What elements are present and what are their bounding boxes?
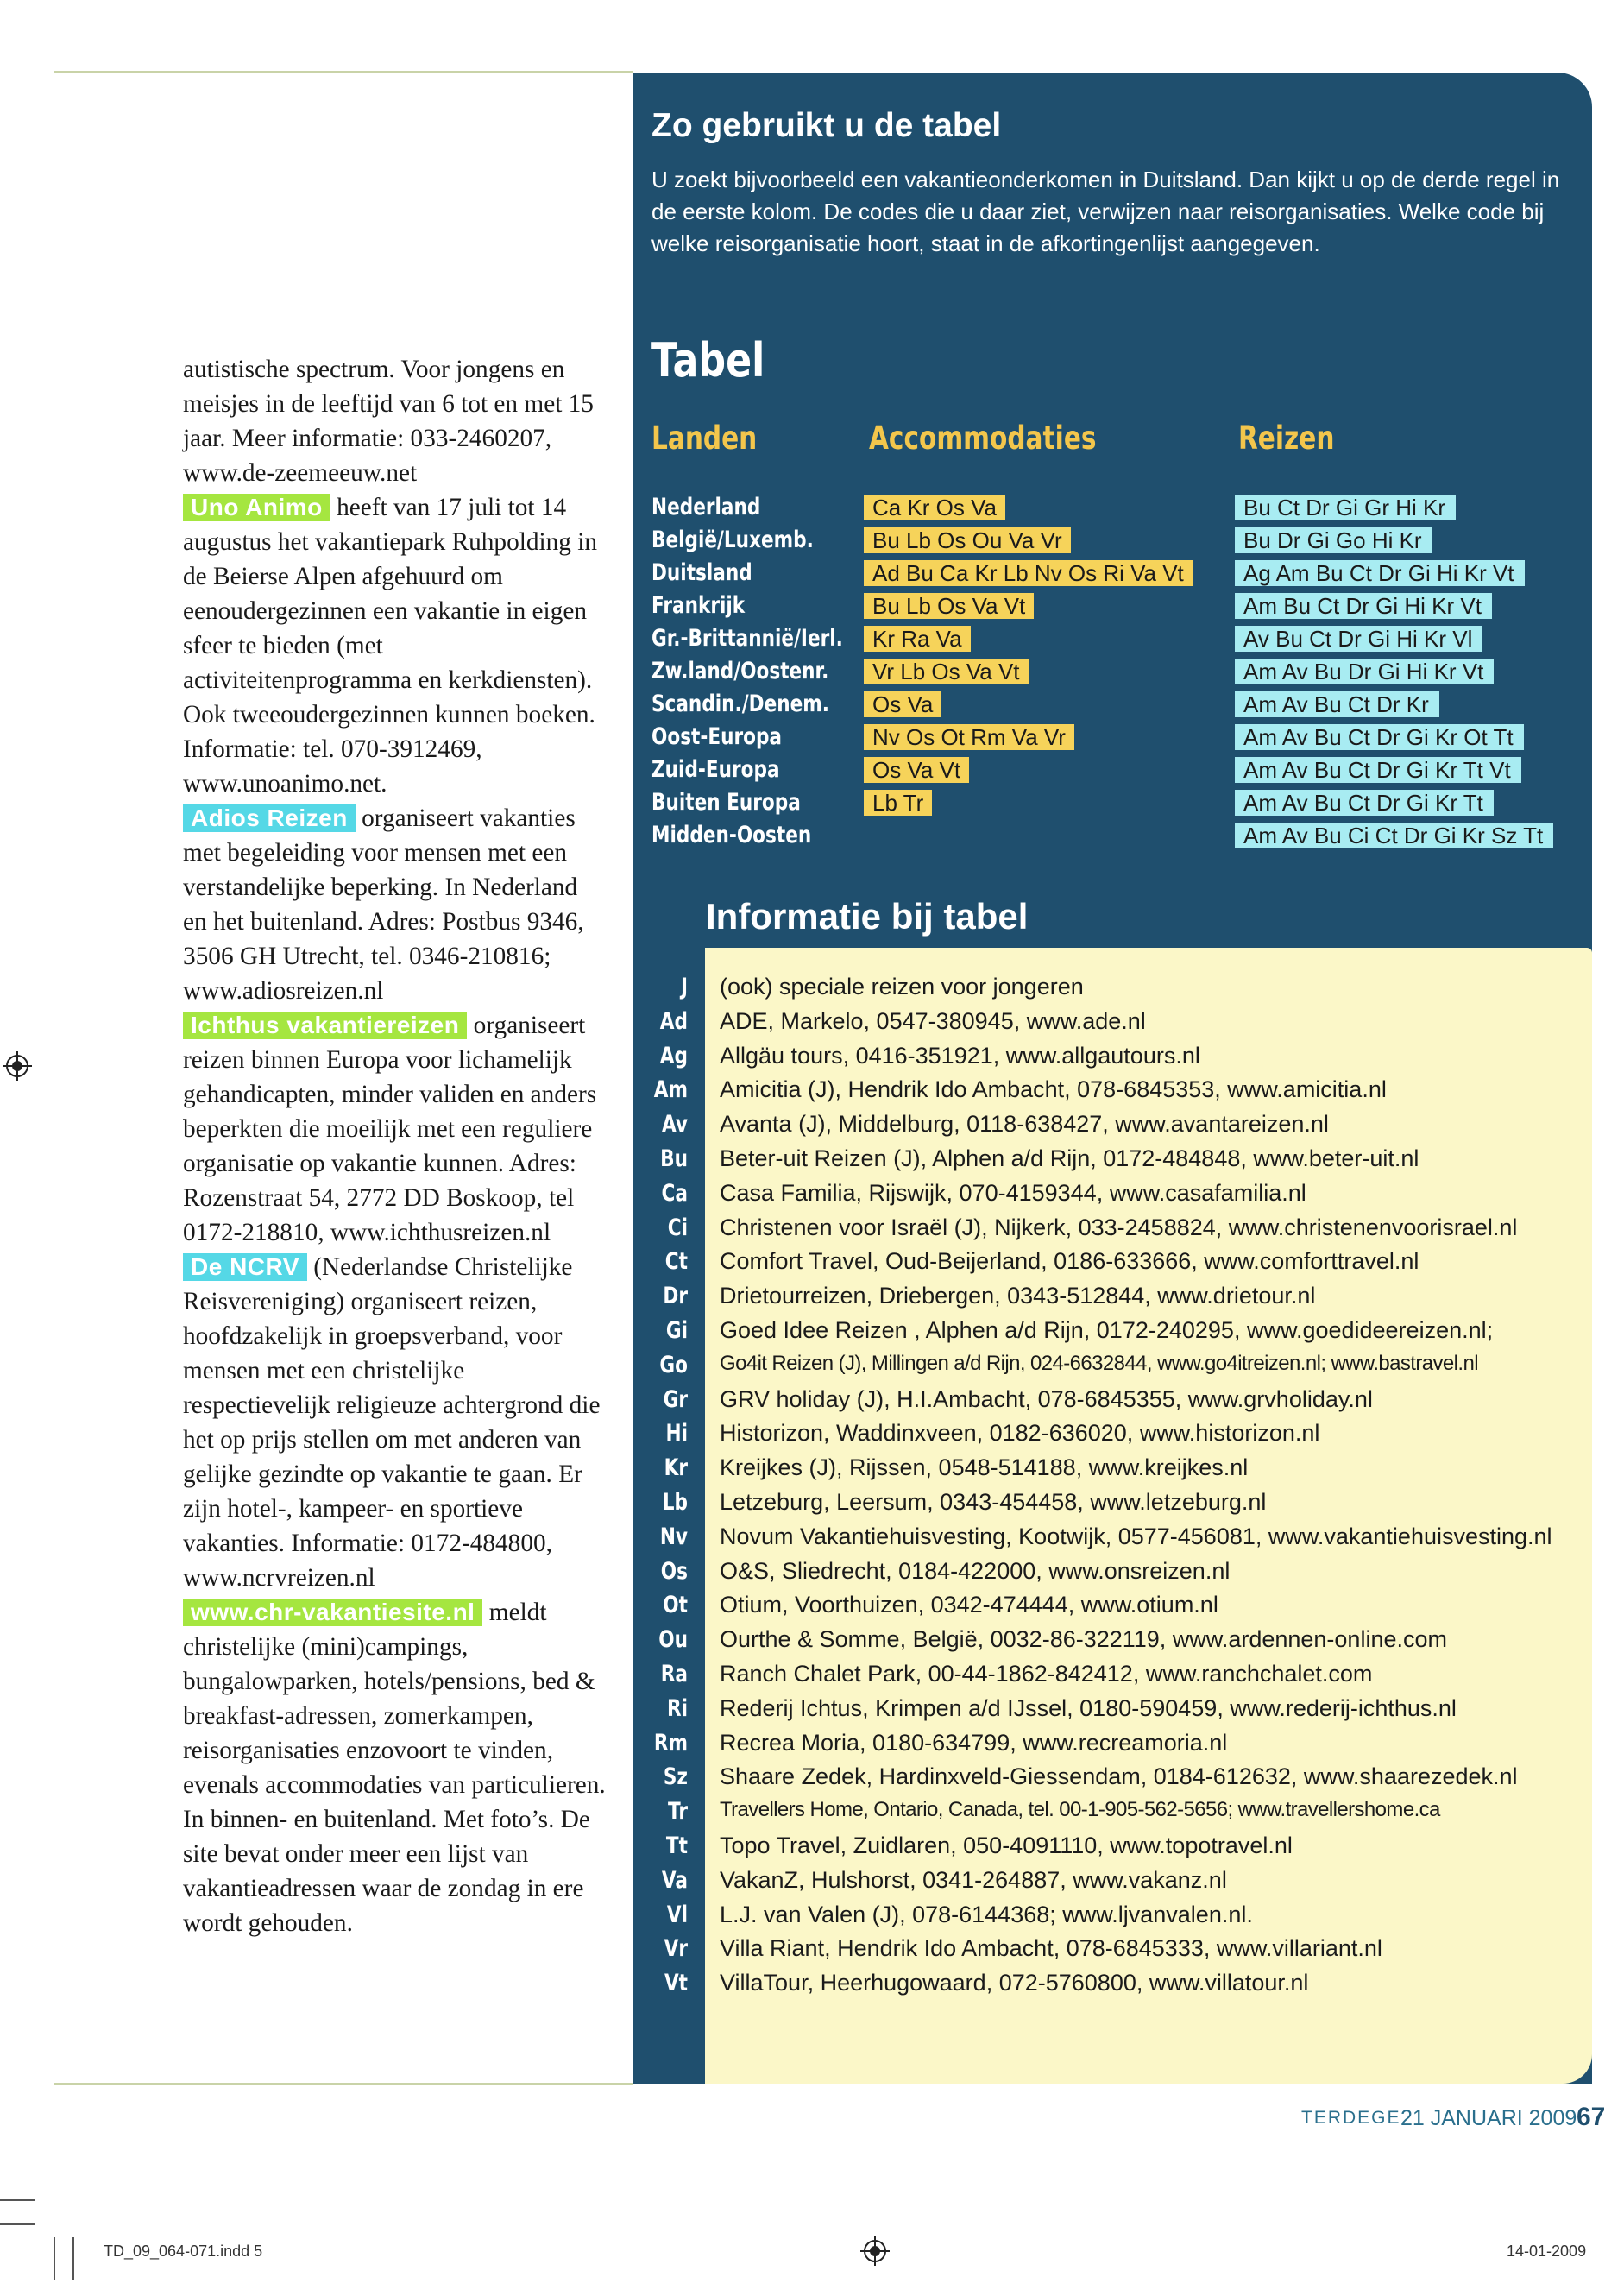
article-uno-animo xyxy=(183,490,606,801)
registration-mark-icon xyxy=(860,2236,890,2266)
table-row xyxy=(651,689,1592,722)
abbreviation-list xyxy=(633,974,1592,2004)
list-item xyxy=(633,1248,1592,1283)
list-item xyxy=(633,1661,1592,1695)
abbr-code: Nv xyxy=(659,1523,688,1550)
org-name-chr-vakantiesite: www.chr-vakantiesite.nl xyxy=(183,1599,482,1626)
table-row xyxy=(651,754,1592,787)
abbr-code: Vt xyxy=(664,1970,688,1997)
table-row xyxy=(651,820,1592,853)
list-item xyxy=(633,1214,1592,1249)
abbr-code: J xyxy=(680,974,688,1000)
abbr-desc: Shaare Zedek, Hardinxveld-Giessendam, 0184-612632, www.shaarezedek.nl xyxy=(720,1763,1518,1790)
list-item xyxy=(633,1695,1592,1730)
article-ichthus xyxy=(183,1008,606,1250)
tabel-title: Tabel xyxy=(651,333,765,388)
abbr-desc: Topo Travel, Zuidlaren, 050-4091110, www.topotravel.nl xyxy=(720,1832,1293,1858)
abbr-desc: Comfort Travel, Oud-Beijerland, 0186-633666, www.comforttravel.nl xyxy=(720,1248,1419,1275)
abbr-code: Sz xyxy=(663,1763,688,1791)
reizen-cell: Am Av Bu Ct Dr Kr xyxy=(1235,691,1439,717)
abbr-desc: Letzeburg, Leersum, 0343-454458, www.letzeburg.nl xyxy=(720,1488,1267,1515)
org-name-ichthus: Ichthus vakantiereizen xyxy=(183,1012,467,1039)
crop-mark xyxy=(0,2223,35,2225)
land-cell: Buiten Europa xyxy=(651,789,801,816)
abbr-desc: Recrea Moria, 0180-634799, www.recreamoria.nl xyxy=(720,1729,1228,1756)
bottom-rule xyxy=(54,2083,633,2085)
table-row xyxy=(651,623,1592,656)
table-row xyxy=(651,787,1592,820)
reizen-cell: Am Av Bu Ct Dr Gi Kr Tt Vt xyxy=(1235,757,1521,783)
org-text-adios-reizen: organiseert vakanties met begeleiding voor mensen met een verstandelijke beperking. In Nederland en het buitenland. Adres: Postbus 9346, 3506 GH Utrecht, tel. 0346-210816; www.adiosreizen.nl xyxy=(183,804,584,1005)
article-chr-vakantiesite xyxy=(183,1595,606,1940)
accommodaties-cell: Kr Ra Va xyxy=(864,626,971,652)
reizen-cell: Am Av Bu Dr Gi Hi Kr Vt xyxy=(1235,659,1494,684)
reizen-cell: Ag Am Bu Ct Dr Gi Hi Kr Vt xyxy=(1235,560,1525,586)
footer-date: 21 JANUARI 2009 xyxy=(1400,2106,1577,2130)
list-item xyxy=(633,1626,1592,1661)
abbr-code: Ag xyxy=(659,1042,688,1069)
list-item xyxy=(633,1592,1592,1626)
reizen-cell: Am Av Bu Ct Dr Gi Kr Ot Tt xyxy=(1235,724,1524,750)
abbr-desc: Ourthe & Somme, België, 0032-86-322119, www.ardennen-online.com xyxy=(720,1626,1447,1653)
org-text-chr-vakantiesite: meldt christelijke (mini)campings, bungalowparken, hotels/pensions, bed & breakfast-adressen, zomerkampen, reisorganisaties enzovoort te vinden, evenals accommodaties van particulieren. In binnen- en buitenland. Met foto’s. De site bevat onder meer een lijst van vakantieadressen waar de zondag in ere wordt gehouden. xyxy=(183,1599,606,1937)
list-item xyxy=(633,1867,1592,1902)
abbr-desc: Christenen voor Israël (J), Nijkerk, 033-2458824, www.christenenvoorisrael.nl xyxy=(720,1214,1518,1240)
abbr-code: Hi xyxy=(665,1420,688,1448)
land-cell: Gr.-Brittannië/Ierl. xyxy=(651,625,843,652)
accommodaties-cell: Lb Tr xyxy=(864,790,932,816)
abbr-desc: Drietourreizen, Driebergen, 0343-512844, www.drietour.nl xyxy=(720,1283,1316,1309)
list-item xyxy=(633,1730,1592,1764)
reizen-cell: Av Bu Ct Dr Gi Hi Kr Vl xyxy=(1235,626,1482,652)
col-head-reizen: Reizen xyxy=(1238,419,1335,457)
abbr-desc: (ook) speciale reizen voor jongeren xyxy=(720,974,1084,1000)
accommodaties-cell: Ad Bu Ca Kr Lb Nv Os Ri Va Vt xyxy=(864,560,1193,586)
abbr-desc: VillaTour, Heerhugowaard, 072-5760800, www.villatour.nl xyxy=(720,1970,1309,1996)
abbr-desc: Kreijkes (J), Rijssen, 0548-514188, www.kreijkes.nl xyxy=(720,1454,1249,1481)
land-cell: Zuid-Europa xyxy=(651,756,780,783)
abbr-code: Vr xyxy=(664,1935,688,1963)
print-slug-date: 14-01-2009 xyxy=(1507,2242,1587,2260)
abbr-desc: VakanZ, Hulshorst, 0341-264887, www.vakanz.nl xyxy=(720,1866,1227,1893)
footer-publication: TERDEGE xyxy=(1301,2108,1401,2128)
abbr-desc: Amicitia (J), Hendrik Ido Ambacht, 078-6845353, www.amicitia.nl xyxy=(720,1076,1387,1103)
abbr-code: Am xyxy=(653,1076,688,1104)
list-item xyxy=(633,1008,1592,1043)
reizen-cell: Bu Ct Dr Gi Gr Hi Kr xyxy=(1235,495,1456,520)
abbr-desc: Rederij Ichtus, Krimpen a/d IJssel, 0180-590459, www.rederij-ichthus.nl xyxy=(720,1694,1457,1721)
list-item xyxy=(633,1043,1592,1077)
org-name-uno-animo: Uno Animo xyxy=(183,494,330,521)
abbr-desc: Goed Idee Reizen , Alphen a/d Rijn, 0172-240295, www.goedideereizen.nl; xyxy=(720,1316,1494,1343)
land-cell: België/Luxemb. xyxy=(651,527,814,553)
abbr-code: Tr xyxy=(667,1798,688,1826)
land-cell: Frankrijk xyxy=(651,592,746,619)
abbr-desc: Casa Familia, Rijswijk, 070-4159344, www.casafamilia.nl xyxy=(720,1179,1306,1206)
crop-mark xyxy=(0,2199,35,2201)
article-ncrv xyxy=(183,1250,606,1595)
col-head-landen: Landen xyxy=(651,419,758,457)
land-cell: Oost-Europa xyxy=(651,723,783,750)
org-text-ncrv: (Nederlandse Christelijke Reisvereniging) organiseert reizen, hoofdzakelijk in groepsverband, voor mensen met een christelijke respectievelijk religieuze achtergrond die het op prijs stellen om met anderen van gelijke gezindte op vakantie te gaan. Er zijn hotel-, kampeer- en sportieve vakanties. Informatie: 0172-484800, www.ncrvreizen.nl xyxy=(183,1253,601,1592)
accommodaties-cell: Os Va Vt xyxy=(864,757,969,783)
top-rule xyxy=(54,71,633,73)
info-title: Informatie bij tabel xyxy=(706,896,1029,937)
accommodaties-cell: Nv Os Ot Rm Va Vr xyxy=(864,724,1074,750)
abbr-code: Kr xyxy=(664,1454,688,1482)
list-item xyxy=(633,1489,1592,1523)
print-slug: TD_09_064-071.indd 5 xyxy=(104,2242,263,2260)
list-item xyxy=(633,1454,1592,1489)
list-item xyxy=(633,1111,1592,1145)
abbr-code: Ou xyxy=(658,1626,688,1654)
abbr-code: Va xyxy=(661,1866,688,1894)
list-item xyxy=(633,1970,1592,2004)
reizen-cell: Am Av Bu Ct Dr Gi Kr Tt xyxy=(1235,790,1494,816)
land-cell: Zw.land/Oostenr. xyxy=(651,658,829,684)
abbr-code: Go xyxy=(659,1351,688,1378)
abbr-desc: Villa Riant, Hendrik Ido Ambacht, 078-6845333, www.villariant.nl xyxy=(720,1935,1382,1962)
list-item xyxy=(633,1352,1592,1386)
list-item xyxy=(633,1420,1592,1454)
article-adios-reizen xyxy=(183,801,606,1008)
list-item xyxy=(633,1523,1592,1558)
page-number: 67 xyxy=(1577,2103,1605,2131)
list-item xyxy=(633,1386,1592,1421)
crop-mark xyxy=(54,2237,55,2280)
table-row xyxy=(651,656,1592,689)
reizen-cell: Am Av Bu Ci Ct Dr Gi Kr Sz Tt xyxy=(1235,823,1553,848)
reizen-cell: Am Bu Ct Dr Gi Hi Kr Vt xyxy=(1235,593,1492,619)
org-text-uno-animo: heeft van 17 juli tot 14 augustus het vakantiepark Ruhpolding in de Beierse Alpen afgehuurd om eenoudergezinnen een vakantie in eigen sfeer te bieden (met activiteitenprogramma en kerkdiensten). Ook tweeoudergezinnen kunnen boeken. Informatie: tel. 070-3912469, www.unoanimo.net. xyxy=(183,494,598,798)
abbr-code: Os xyxy=(660,1557,688,1585)
col-head-accommodaties: Accommodaties xyxy=(869,419,1097,457)
accommodaties-cell: Bu Lb Os Ou Va Vr xyxy=(864,527,1071,553)
abbr-desc: Otium, Voorthuizen, 0342-474444, www.otium.nl xyxy=(720,1592,1218,1618)
abbr-code: Ca xyxy=(661,1179,688,1207)
reizen-cell: Bu Dr Gi Go Hi Kr xyxy=(1235,527,1432,553)
list-item xyxy=(633,1076,1592,1111)
table-row xyxy=(651,525,1592,558)
abbr-desc: GRV holiday (J), H.I.Ambacht, 078-6845355, www.grvholiday.nl xyxy=(720,1385,1373,1412)
howto-title: Zo gebruikt u de tabel xyxy=(651,107,1002,144)
abbr-code: Dr xyxy=(663,1283,688,1310)
abbr-code: Ad xyxy=(659,1007,688,1035)
list-item xyxy=(633,1798,1592,1832)
crop-mark xyxy=(72,2237,74,2280)
accommodaties-cell: Vr Lb Os Va Vt xyxy=(864,659,1029,684)
table-row xyxy=(651,590,1592,623)
table-row xyxy=(651,492,1592,525)
abbr-code: Gr xyxy=(663,1385,688,1413)
abbr-code: Bu xyxy=(660,1145,688,1172)
abbr-desc: Beter-uit Reizen (J), Alphen a/d Rijn, 0172-484848, www.beter-uit.nl xyxy=(720,1145,1419,1171)
land-cell: Nederland xyxy=(651,494,761,520)
abbr-desc: Ranch Chalet Park, 00-44-1862-842412, www.ranchchalet.com xyxy=(720,1660,1373,1687)
abbr-desc: Travellers Home, Ontario, Canada, tel. 00-1-905-562-5656; www.travellershome.ca xyxy=(720,1798,1440,1822)
abbr-desc: Go4it Reizen (J), Millingen a/d Rijn, 024-6632844, www.go4itreizen.nl; www.bastravel.nl xyxy=(720,1351,1478,1375)
org-text-ichthus: organiseert reizen binnen Europa voor lichamelijk gehandicapten, minder validen en anders beperkten die moeilijk met een reguliere organisatie op vakantie kunnen. Adres: Rozenstraat 54, 2772 DD Boskoop, tel 0172-218810, www.ichthusreizen.nl xyxy=(183,1012,597,1246)
abbr-code: Av xyxy=(661,1111,688,1139)
abbr-code: Ra xyxy=(660,1660,688,1687)
list-item xyxy=(633,1283,1592,1317)
list-item xyxy=(633,1832,1592,1867)
abbr-desc: Historizon, Waddinxveen, 0182-636020, www.historizon.nl xyxy=(720,1420,1320,1447)
abbr-code: Lb xyxy=(662,1488,688,1516)
land-cell: Scandin./Denem. xyxy=(651,691,829,717)
article-column xyxy=(183,352,606,1940)
registration-mark-icon xyxy=(3,1051,32,1081)
howto-body: U zoekt bijvoorbeeld een vakantieonderkomen in Duitsland. Dan kijkt u op de derde regel in de eerste kolom. De codes die u daar ziet, verwijzen naar reisorganisaties. Welke code bij welke reisorganisatie hoort, staat in de afkortingenlijst aangegeven. xyxy=(651,167,1560,256)
list-item xyxy=(633,1558,1592,1593)
table-row xyxy=(651,558,1592,590)
land-cell: Midden-Oosten xyxy=(651,822,812,848)
abbr-desc: Avanta (J), Middelburg, 0118-638427, www.avantareizen.nl xyxy=(720,1111,1329,1138)
org-name-adios-reizen: Adios Reizen xyxy=(183,804,356,832)
accommodaties-cell: Ca Kr Os Va xyxy=(864,495,1005,520)
table-row xyxy=(651,722,1592,754)
list-item xyxy=(633,1763,1592,1798)
abbr-code: Rm xyxy=(653,1729,688,1757)
abbr-desc: ADE, Markelo, 0547-380945, www.ade.nl xyxy=(720,1007,1146,1034)
abbr-code: Ci xyxy=(667,1214,688,1241)
list-item xyxy=(633,1180,1592,1214)
article-intro: autistische spectrum. Voor jongens en meisjes in de leeftijd van 6 tot en met 15 jaar. Meer informatie: 033-2460207, www.de-zeemeeuw.net xyxy=(183,356,594,487)
abbr-code: Ct xyxy=(664,1248,688,1276)
accommodaties-cell: Bu Lb Os Va Vt xyxy=(864,593,1034,619)
abbr-code: Tt xyxy=(665,1832,688,1859)
abbr-code: Ot xyxy=(663,1592,688,1619)
list-item xyxy=(633,1935,1592,1970)
abbr-desc: Novum Vakantiehuisvesting, Kootwijk, 0577-456081, www.vakantiehuisvesting.nl xyxy=(720,1523,1552,1549)
list-item xyxy=(633,1317,1592,1352)
tabel-rows xyxy=(651,492,1592,853)
list-item xyxy=(633,974,1592,1008)
abbr-desc: L.J. van Valen (J), 078-6144368; www.ljvanvalen.nl. xyxy=(720,1901,1253,1927)
abbr-code: Vl xyxy=(666,1901,688,1928)
list-item xyxy=(633,1145,1592,1180)
abbr-desc: O&S, Sliedrecht, 0184-422000, www.onsreizen.nl xyxy=(720,1557,1230,1584)
land-cell: Duitsland xyxy=(651,559,752,586)
abbr-desc: Allgäu tours, 0416-351921, www.allgautours.nl xyxy=(720,1042,1200,1069)
accommodaties-cell: Os Va xyxy=(864,691,941,717)
list-item xyxy=(633,1902,1592,1936)
abbr-code: Ri xyxy=(666,1694,688,1722)
abbr-code: Gi xyxy=(665,1316,688,1344)
org-name-ncrv: De NCRV xyxy=(183,1253,307,1281)
